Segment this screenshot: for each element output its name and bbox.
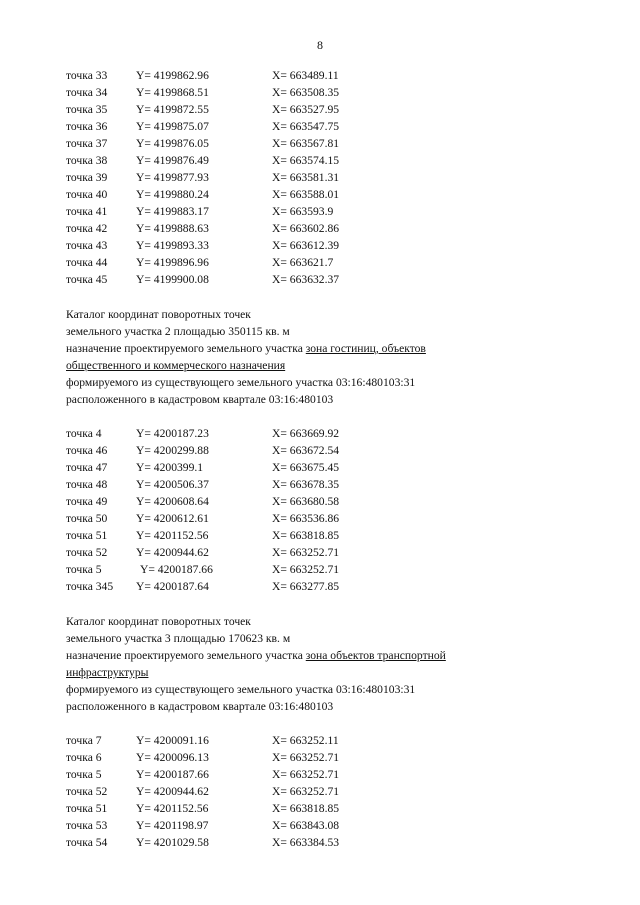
point-name: точка 37 [66,137,108,150]
table-row [66,186,586,203]
coordinates-table-block-1 [66,67,586,288]
cadastral-quarter-line: расположенного в кадастровом квартале 03:16:480103 [66,393,334,406]
point-y: Y= 4199872.55 [136,103,209,116]
table-row [66,749,586,766]
point-y: Y= 4199868.51 [136,86,209,99]
point-y: Y= 4199896.96 [136,256,209,269]
table-row [66,169,586,186]
point-y: Y= 4201152.56 [136,529,209,542]
point-name: точка 39 [66,171,108,184]
point-x: X= 663574.15 [272,154,340,167]
table-row [66,510,586,527]
point-y: Y= 4200299.88 [136,444,209,457]
point-y: Y= 4199888.63 [136,222,209,235]
point-x: X= 663612.39 [272,239,340,252]
table-row [66,732,586,749]
purpose-line [66,647,586,664]
point-x: X= 663547.75 [272,120,340,133]
table-row [66,561,586,578]
point-name: точка 51 [66,802,108,815]
table-row [66,800,586,817]
point-name: точка 33 [66,69,108,82]
table-row [66,817,586,834]
table-row [66,425,586,442]
table-row [66,67,586,84]
point-x: X= 663602.86 [272,222,340,235]
point-x: X= 663678.35 [272,478,340,491]
point-name: точка 50 [66,512,108,525]
point-y: Y= 4200091.16 [136,734,209,747]
point-y: Y= 4200608.64 [136,495,209,508]
point-y: Y= 4200612.61 [136,512,209,525]
point-name: точка 45 [66,273,108,286]
point-x: X= 663818.85 [272,529,340,542]
table-row [66,459,586,476]
point-y: Y= 4199875.07 [136,120,209,133]
point-x: X= 663252.71 [272,751,340,764]
table-row [66,118,586,135]
catalog-title: Каталог координат поворотных точек [66,615,251,628]
table-row [66,493,586,510]
table-row [66,578,586,595]
point-name: точка 5 [66,768,102,781]
table-row [66,220,586,237]
point-y: Y= 4200399.1 [136,461,204,474]
point-name: точка 54 [66,836,108,849]
point-x: X= 663277.85 [272,580,340,593]
point-name: точка 7 [66,734,102,747]
table-row [66,527,586,544]
point-y: Y= 4199883.17 [136,205,209,218]
table-row [66,135,586,152]
point-y: Y= 4200187.23 [136,427,209,440]
purpose-prefix: назначение проектируемого земельного участка [66,342,306,355]
point-x: X= 663567.81 [272,137,340,150]
point-y: Y= 4199876.49 [136,154,209,167]
point-x: X= 663252.71 [272,546,340,559]
coordinates-table-plot-3 [66,732,586,851]
point-x: X= 663672.54 [272,444,340,457]
point-y: Y= 4199893.33 [136,239,209,252]
point-name: точка 43 [66,239,108,252]
point-name: точка 51 [66,529,108,542]
table-row [66,834,586,851]
point-x: X= 663527.95 [272,103,340,116]
catalog-title: Каталог координат поворотных точек [66,308,251,321]
point-name: точка 44 [66,256,108,269]
point-name: точка 40 [66,188,108,201]
section-plot-2 [66,306,586,595]
plot-area-line: земельного участка 3 площадью 170623 кв. м [66,632,291,645]
purpose-prefix: назначение проектируемого земельного участка [66,649,306,662]
point-name: точка 41 [66,205,108,218]
cadastral-quarter-line: расположенного в кадастровом квартале 03:16:480103 [66,700,334,713]
point-y: Y= 4200944.62 [136,785,209,798]
point-x: X= 663669.92 [272,427,340,440]
table-row [66,254,586,271]
point-name: точка 46 [66,444,108,457]
point-x: X= 663508.35 [272,86,340,99]
point-y: Y= 4200187.66 [136,768,209,781]
point-name: точка 53 [66,819,108,832]
section-plot-3 [66,613,586,851]
point-x: X= 663621.7 [272,256,334,269]
point-x: X= 663593.9 [272,205,334,218]
table-row [66,476,586,493]
point-name: точка 35 [66,103,108,116]
point-name: точка 34 [66,86,108,99]
formed-from-line: формируемого из существующего земельного участка 03:16:480103:31 [66,376,416,389]
point-name: точка 48 [66,478,108,491]
point-x: X= 663384.53 [272,836,340,849]
point-y: Y= 4200187.66 [140,563,213,576]
table-row [66,544,586,561]
purpose-zone: зона гостиниц, объектов [305,342,426,355]
point-y: Y= 4199900.08 [136,273,209,286]
point-name: точка 345 [66,580,114,593]
point-name: точка 6 [66,751,102,764]
point-name: точка 52 [66,546,108,559]
table-row [66,84,586,101]
point-name: точка 36 [66,120,108,133]
purpose-zone-continued: общественного и коммерческого назначения [66,359,286,372]
table-row [66,101,586,118]
point-x: X= 663489.11 [272,69,339,82]
point-name: точка 4 [66,427,102,440]
point-name: точка 42 [66,222,108,235]
table-row [66,271,586,288]
point-y: Y= 4199876.05 [136,137,209,150]
point-x: X= 663675.45 [272,461,340,474]
point-y: Y= 4199877.93 [136,171,209,184]
point-name: точка 52 [66,785,108,798]
point-y: Y= 4201029.58 [136,836,209,849]
point-y: Y= 4201152.56 [136,802,209,815]
point-x: X= 663252.71 [272,563,340,576]
point-x: X= 663581.31 [272,171,340,184]
document-body [66,67,586,851]
table-row [66,783,586,800]
point-x: X= 663252.11 [272,734,339,747]
point-name: точка 38 [66,154,108,167]
table-row [66,766,586,783]
point-x: X= 663252.71 [272,768,340,781]
point-x: X= 663252.71 [272,785,340,798]
point-y: Y= 4199880.24 [136,188,209,201]
point-y: Y= 4200096.13 [136,751,209,764]
table-row [66,152,586,169]
table-row [66,237,586,254]
point-x: X= 663818.85 [272,802,340,815]
page-number: 8 [317,38,323,52]
point-y: Y= 4200187.64 [136,580,209,593]
point-name: точка 47 [66,461,108,474]
table-row [66,442,586,459]
table-row [66,203,586,220]
point-name: точка 5 [66,563,102,576]
purpose-line [66,340,586,357]
purpose-zone-continued: инфраструктуры [66,666,149,679]
coordinates-table-plot-2 [66,425,586,595]
point-y: Y= 4200944.62 [136,546,209,559]
point-y: Y= 4201198.97 [136,819,209,832]
point-x: X= 663680.58 [272,495,340,508]
point-y: Y= 4199862.96 [136,69,209,82]
point-x: X= 663536.86 [272,512,340,525]
purpose-zone: зона объектов транспортной [305,649,446,662]
point-x: X= 663632.37 [272,273,340,286]
point-name: точка 49 [66,495,108,508]
point-y: Y= 4200506.37 [136,478,209,491]
formed-from-line: формируемого из существующего земельного участка 03:16:480103:31 [66,683,416,696]
point-x: X= 663843.08 [272,819,340,832]
plot-area-line: земельного участка 2 площадью 350115 кв. м [66,325,290,338]
point-x: X= 663588.01 [272,188,340,201]
